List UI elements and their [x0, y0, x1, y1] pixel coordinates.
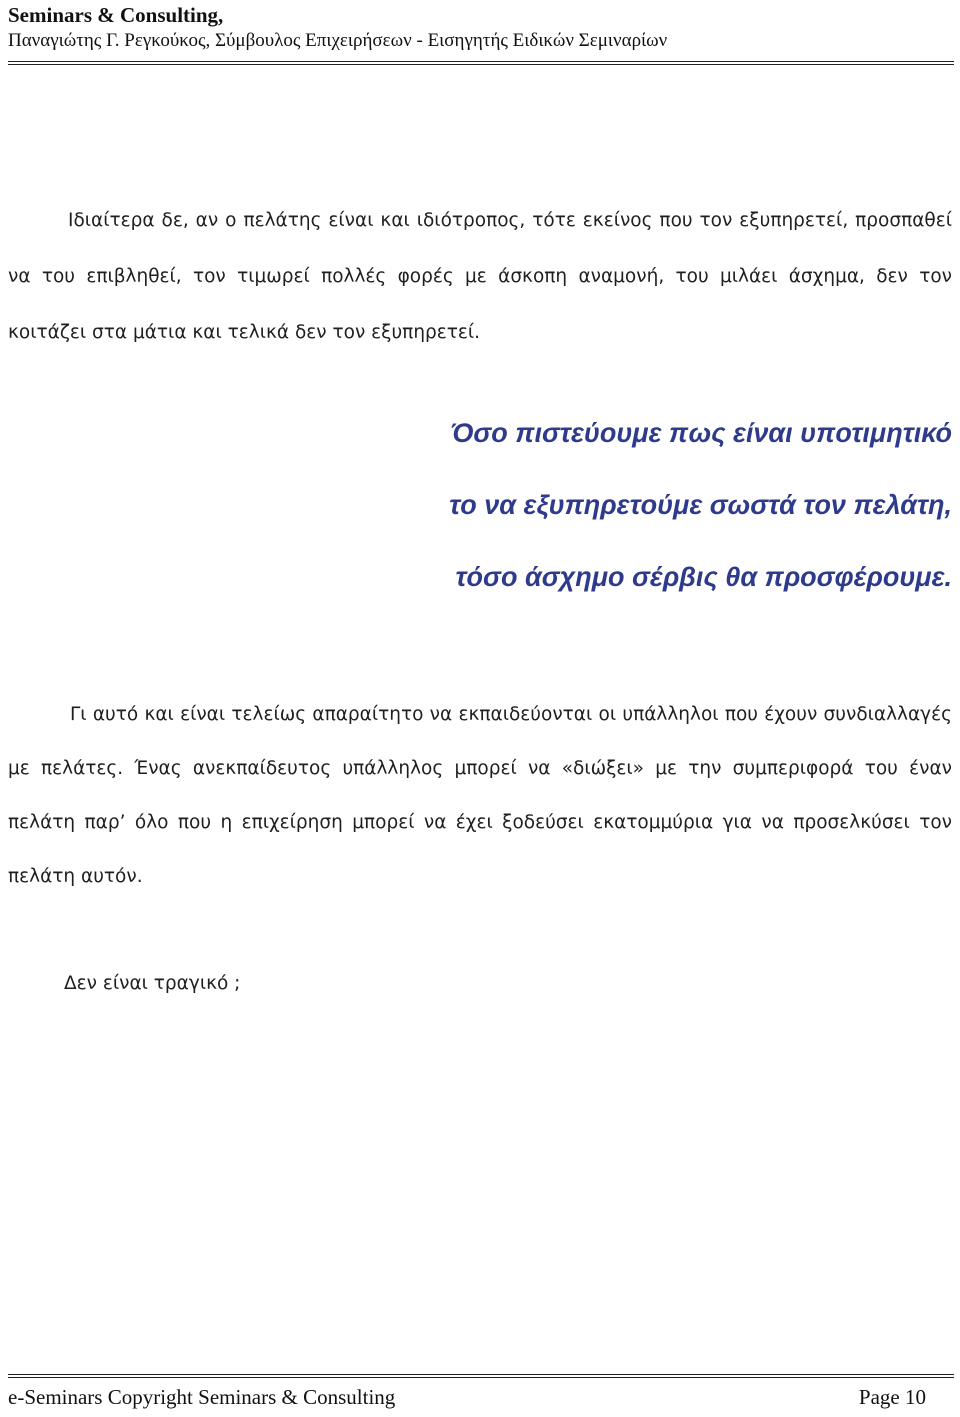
paragraph-3: Δεν είναι τραγικό ;: [64, 973, 241, 994]
page-footer: [8, 1385, 926, 1410]
footer-divider: [8, 1374, 954, 1378]
header-subtitle: Παναγιώτης Γ. Ρεγκούκος, Σύμβουλος Επιχειρήσεων - Εισηγητής Ειδικών Σεμιναρίων: [8, 30, 668, 51]
paragraph-2: Γι αυτό και είναι τελείως απαραίτητο να εκπαιδεύονται οι υπάλληλοι που έχουν συνδιαλλαγές με πελάτες. Ένας ανεκπαίδευτος υπάλληλος μπορεί να «διώξει» με την συμπεριφορά του έναν πελάτη παρ’ όλο που η επιχείρηση μπορεί να έχει ξοδεύσει εκατομμύρια για να προσελκύσει τον πελάτη αυτόν.: [8, 704, 952, 887]
page-number: Page 10: [858, 1385, 926, 1409]
quote-line-1: Όσο πιστεύουμε πως είναι υποτιμητικό: [450, 418, 952, 448]
header-divider: [8, 61, 954, 65]
paragraph-1: Ιδιαίτερα δε, αν ο πελάτης είναι και ιδιότροπος, τότε εκείνος που τον εξυπηρετεί, προσπαθεί να του επιβληθεί, τον τιμωρεί πολλές φορές με άσκοπη αναμονή, του μιλάει άσχημα, δεν τον κοιτάζει στα μάτια και τελικά δεν τον εξυπηρετεί.: [8, 210, 952, 343]
quote-line-3: τόσο άσχημο σέρβις θα προσφέρουμε.: [455, 562, 952, 592]
quote-line-2: το να εξυπηρετούμε σωστά τον πελάτη,: [449, 490, 952, 520]
footer-copyright: e-Seminars Copyright Seminars & Consulting: [8, 1385, 396, 1409]
header-title: Seminars & Consulting,: [8, 3, 224, 27]
page-header: [8, 0, 954, 54]
